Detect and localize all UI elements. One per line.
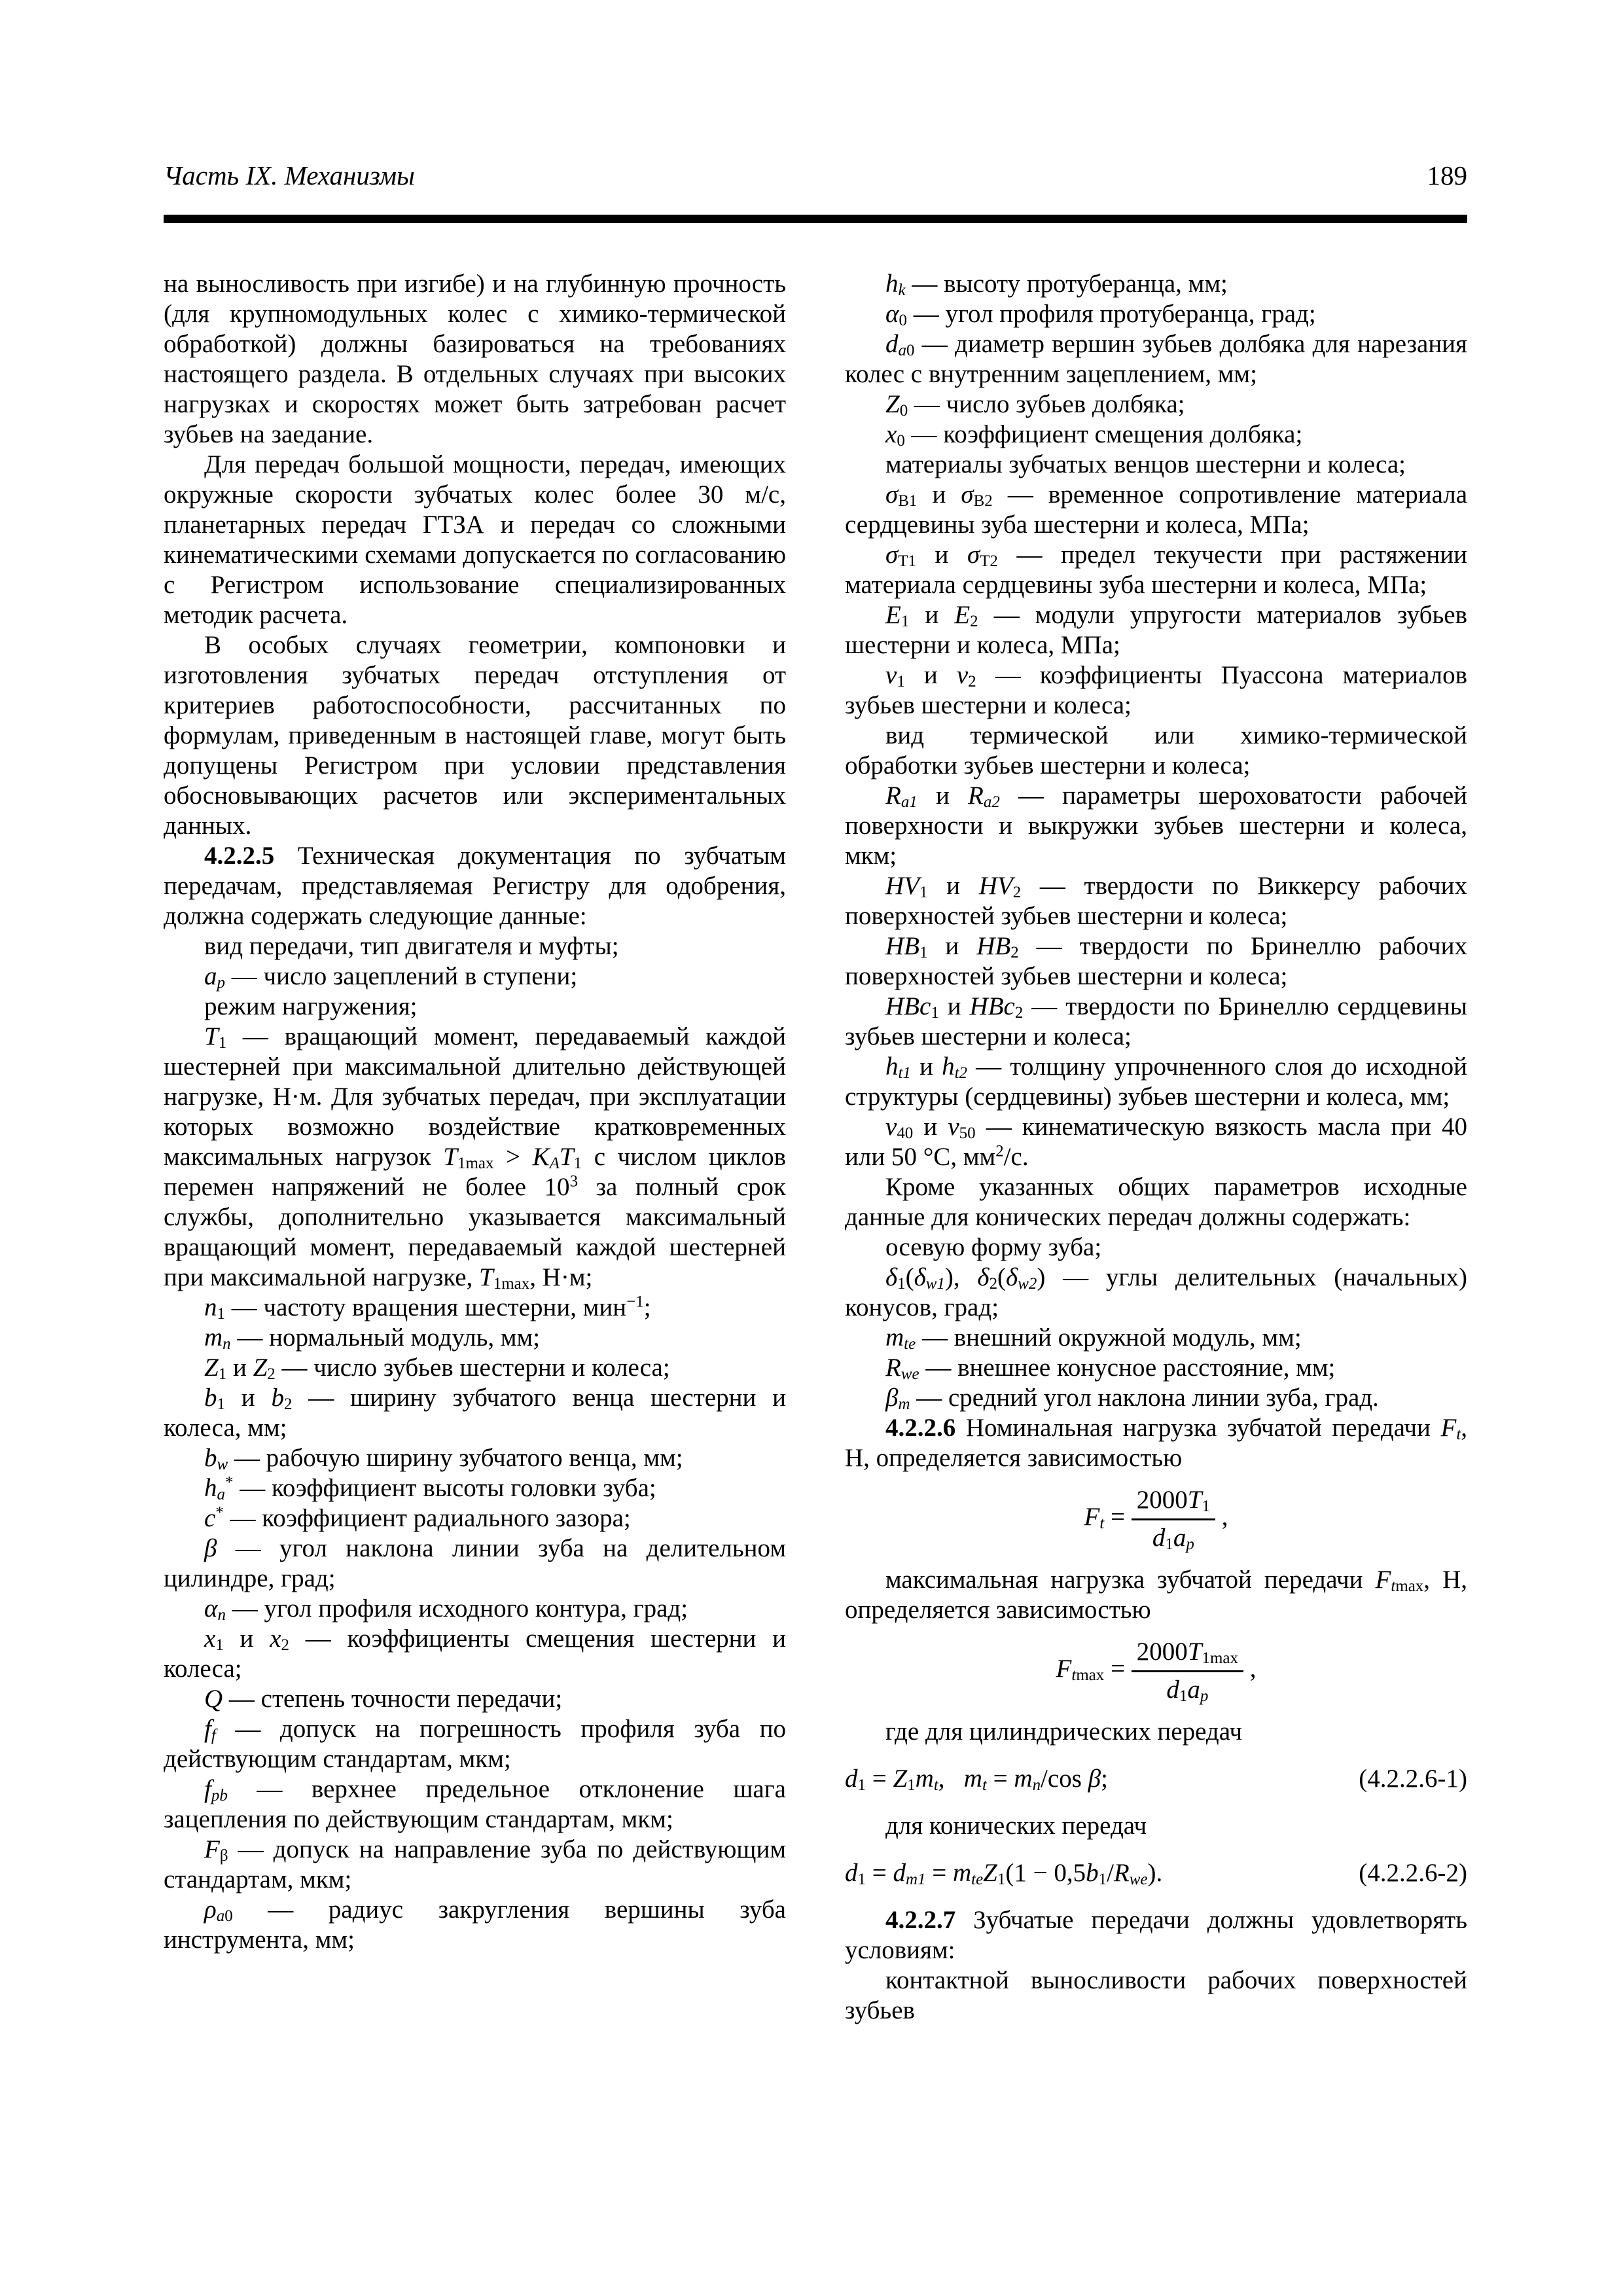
paragraph: β — угол наклона линии зуба на делительном цилиндре, град;: [164, 1534, 786, 1592]
paragraph: mn — нормальный модуль, мм;: [204, 1323, 541, 1353]
display-formula: Ftmax = $\frac{2000T1\max}{d1ap}$ ,: [1056, 1638, 1257, 1705]
paragraph: α0 — угол профиля протуберанца, град;: [885, 300, 1316, 329]
paragraph: βm — средний угол наклона линии зуба, град.: [885, 1384, 1379, 1413]
paragraph: осевую форму зуба;: [885, 1233, 1102, 1261]
paragraph: E1 и E2 — модули упругости материалов зубьев шестерни и колеса, МПа;: [845, 601, 1467, 659]
paragraph: на выносливость при изгибе) и на глубинную прочность (для крупномодульных колес с химико-термической обработкой) должны базироваться на требованиях настоящего раздела. В отдельных случаях при высоких нагрузках и скоростях может быть затребован расчет зубьев на заедание.: [164, 270, 786, 448]
paragraph: Q — степень точности передачи;: [204, 1685, 563, 1713]
paragraph: T1 — вращающий момент, передаваемый каждой шестерней при максимальной длительно действующей нагрузке, Н·м. Для зубчатых передач, при эксплуатации которых возможно воздействие кратковременных максимальных нагрузок T1max > KAT1 с числом циклов перемен напряжений не более $10^3$ за полный срок службы, дополнительно указывается максимальный вращающий момент, передаваемый каждой шестерней при максимальной нагрузке, T1max, Н·м;: [164, 1022, 787, 1293]
left-column: [164, 269, 786, 2026]
paragraph: вид передачи, тип двигателя и муфты;: [204, 932, 619, 960]
page-number: 189: [1427, 160, 1467, 190]
paragraph: максимальная нагрузка зубчатой передачи Ftmax, Н, определяется зависимостью: [845, 1566, 1467, 1624]
paragraph: mte — внешний окружной модуль, мм;: [885, 1323, 1302, 1353]
fraction: $\frac{2000T1}{d1ap}$: [1132, 1485, 1215, 1553]
display-formula: Ft = $\frac{2000T1}{d1ap}$ ,: [1084, 1486, 1228, 1553]
paragraph: В особых случаях геометрии, компоновки и изготовления зубчатых передач отступления от критериев работоспособности, рассчитанных по формулам, приведенным в настоящей главе, могут быть допущены Регистром при условии представления обосновывающих расчетов или экспериментальных данных.: [164, 631, 786, 840]
equation-body: d1 = Z1mt, mt = mn/cos β;: [845, 1765, 1108, 1794]
paragraph: 4.2.2.5 Техническая документация по зубчатым передачам, представляемая Регистру для одобрения, должна содержать следующие данные:: [164, 842, 786, 930]
paragraph: контактной выносливости рабочих поверхностей зубьев: [845, 1966, 1467, 2024]
paragraph: x1 и x2 — коэффициенты смещения шестерни и колеса;: [164, 1624, 786, 1683]
paragraph: HBc1 и HBc2 — твердости по Бринеллю сердцевины зубьев шестерни и колеса;: [845, 992, 1467, 1050]
numbered-equation: [845, 1858, 1467, 1888]
paragraph: HB1 и HB2 — твердости по Бринеллю рабочих поверхностей зубьев шестерни и колеса;: [845, 932, 1468, 990]
text-columns: [164, 269, 1467, 2026]
paragraph: Для передач большой мощности, передач, имеющих окружные скорости зубчатых колес более 30 м/с, планетарных передач ГТЗА и передач со сложными кинематическими схемами допускается по согласованию с Регистром использование специализированных методик расчета.: [164, 450, 786, 629]
paragraph: bw — рабочую ширину зубчатого венца, мм;: [204, 1444, 683, 1473]
paragraph: Z1 и Z2 — число зубьев шестерни и колеса;: [204, 1354, 670, 1383]
paragraph: Z0 — число зубьев долбяка;: [885, 390, 1185, 420]
paragraph: ap — число зацеплений в ступени;: [204, 962, 578, 992]
paragraph: где для цилиндрических передач: [885, 1717, 1243, 1746]
running-header: [164, 158, 1467, 192]
paragraph: ν40 и ν50 — кинематическую вязкость масла при 40 или 50 °С, $мм^2/с$.: [845, 1113, 1467, 1171]
paragraph: σВ1 и σВ2 — временное сопротивление материала сердцевины зуба шестерни и колеса, МПа;: [845, 480, 1468, 539]
paragraph: c* — коэффициент радиального зазора;: [204, 1503, 631, 1532]
header-rule: [164, 215, 1467, 223]
paragraph: Ra1 и Ra2 — параметры шероховатости рабочей поверхности и выкружки зубьев шестерни и колеса, мкм;: [845, 781, 1468, 870]
paragraph: 4.2.2.7 Зубчатые передачи должны удовлетворять условиям:: [845, 1906, 1467, 1964]
equation-body: d1 = dm1 = mteZ1(1 − 0,5b1/Rwe).: [845, 1859, 1163, 1888]
paragraph: b1 и b2 — ширину зубчатого венца шестерни и колеса, мм;: [164, 1384, 787, 1442]
fraction: $\frac{2000T1\max}{d1ap}$: [1132, 1637, 1243, 1705]
running-head-title: Часть IX. Механизмы: [164, 160, 415, 190]
equation-number: (4.2.2.6-1): [1359, 1765, 1467, 1793]
paragraph: материалы зубчатых венцов шестерни и колеса;: [885, 450, 1406, 478]
paragraph: x0 — коэффициент смещения долбяка;: [885, 420, 1303, 450]
paragraph: Кроме указанных общих параметров исходные данные для конических передач должны содержать:: [845, 1173, 1467, 1231]
paragraph: da0 — диаметр вершин зубьев долбяка для нарезания колес с внутренним зацеплением, мм;: [845, 330, 1467, 388]
paragraph: режим нагружения;: [204, 992, 418, 1020]
paragraph: n1 — частоту вращения шестерни, мин$^{-1}$;: [204, 1293, 651, 1323]
paragraph: αn — угол профиля исходного контура, град;: [204, 1594, 688, 1624]
equation-number: (4.2.2.6-2): [1359, 1859, 1467, 1887]
numbered-equation: [845, 1764, 1467, 1794]
paragraph: δ1(δw1), δ2(δw2) — углы делительных (начальных) конусов, град;: [845, 1263, 1467, 1321]
paragraph: σТ1 и σТ2 — предел текучести при растяжении материала сердцевины зуба шестерни и колеса, МПа;: [845, 541, 1468, 599]
paragraph: hk — высоту протуберанца, мм;: [885, 270, 1228, 299]
paragraph: ha* — коэффициент высоты головки зуба;: [204, 1473, 656, 1503]
paragraph: Rwe — внешнее конусное расстояние, мм;: [885, 1354, 1336, 1383]
right-column: [845, 269, 1467, 2026]
paragraph: для конических передач: [885, 1812, 1147, 1840]
paragraph: 4.2.2.6 Номинальная нагрузка зубчатой передачи Ft, Н, определяется зависимостью: [845, 1414, 1467, 1472]
paragraph: вид термической или химико-термической обработки зубьев шестерни и колеса;: [845, 721, 1467, 780]
paragraph: fpb — верхнее предельное отклонение шага зацепления по действующим стандартам, мкм;: [164, 1775, 786, 1833]
paragraph: ρa0 — радиус закругления вершины зуба инструмента, мм;: [164, 1895, 786, 1954]
page-content: [164, 158, 1467, 2026]
paragraph: ht1 и ht2 — толщину упрочненного слоя до исходной структуры (сердцевины) зубьев шестерни и колеса, мм;: [845, 1052, 1467, 1111]
paragraph: Fβ — допуск на направление зуба по действующим стандартам, мкм;: [164, 1835, 786, 1893]
paragraph: ff — допуск на погрешность профиля зуба по действующим стандартам, мкм;: [164, 1715, 786, 1773]
paragraph: ν1 и ν2 — коэффициенты Пуассона материалов зубьев шестерни и колеса;: [845, 661, 1467, 719]
paragraph: HV1 и HV2 — твердости по Виккерсу рабочих поверхностей зубьев шестерни и колеса;: [845, 872, 1468, 930]
